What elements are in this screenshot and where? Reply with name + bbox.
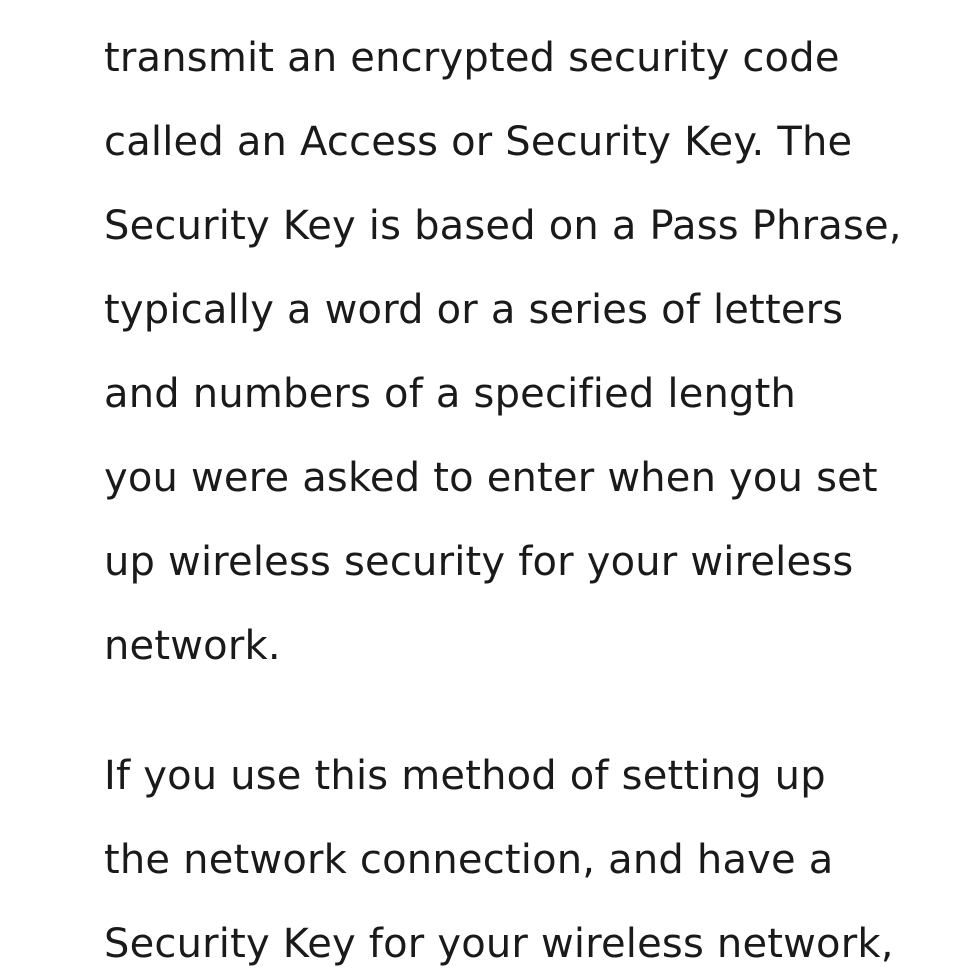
text-line: and numbers of a specified length (104, 371, 797, 417)
text-line: network. (104, 623, 281, 669)
text-line: called an Access or Security Key. The (104, 119, 853, 165)
text-line: typically a word or a series of letters (104, 287, 844, 333)
text-line: up wireless security for your wireless (104, 539, 854, 585)
text-line: the network connection, and have a (104, 837, 834, 883)
text-line: you were asked to enter when you set (104, 455, 878, 501)
text-line: Security Key is based on a Pass Phrase, (104, 203, 902, 249)
text-line: transmit an encrypted security code (104, 35, 840, 81)
text-line: If you use this method of setting up (104, 753, 826, 799)
text-line: Security Key for your wireless network, (104, 921, 894, 967)
